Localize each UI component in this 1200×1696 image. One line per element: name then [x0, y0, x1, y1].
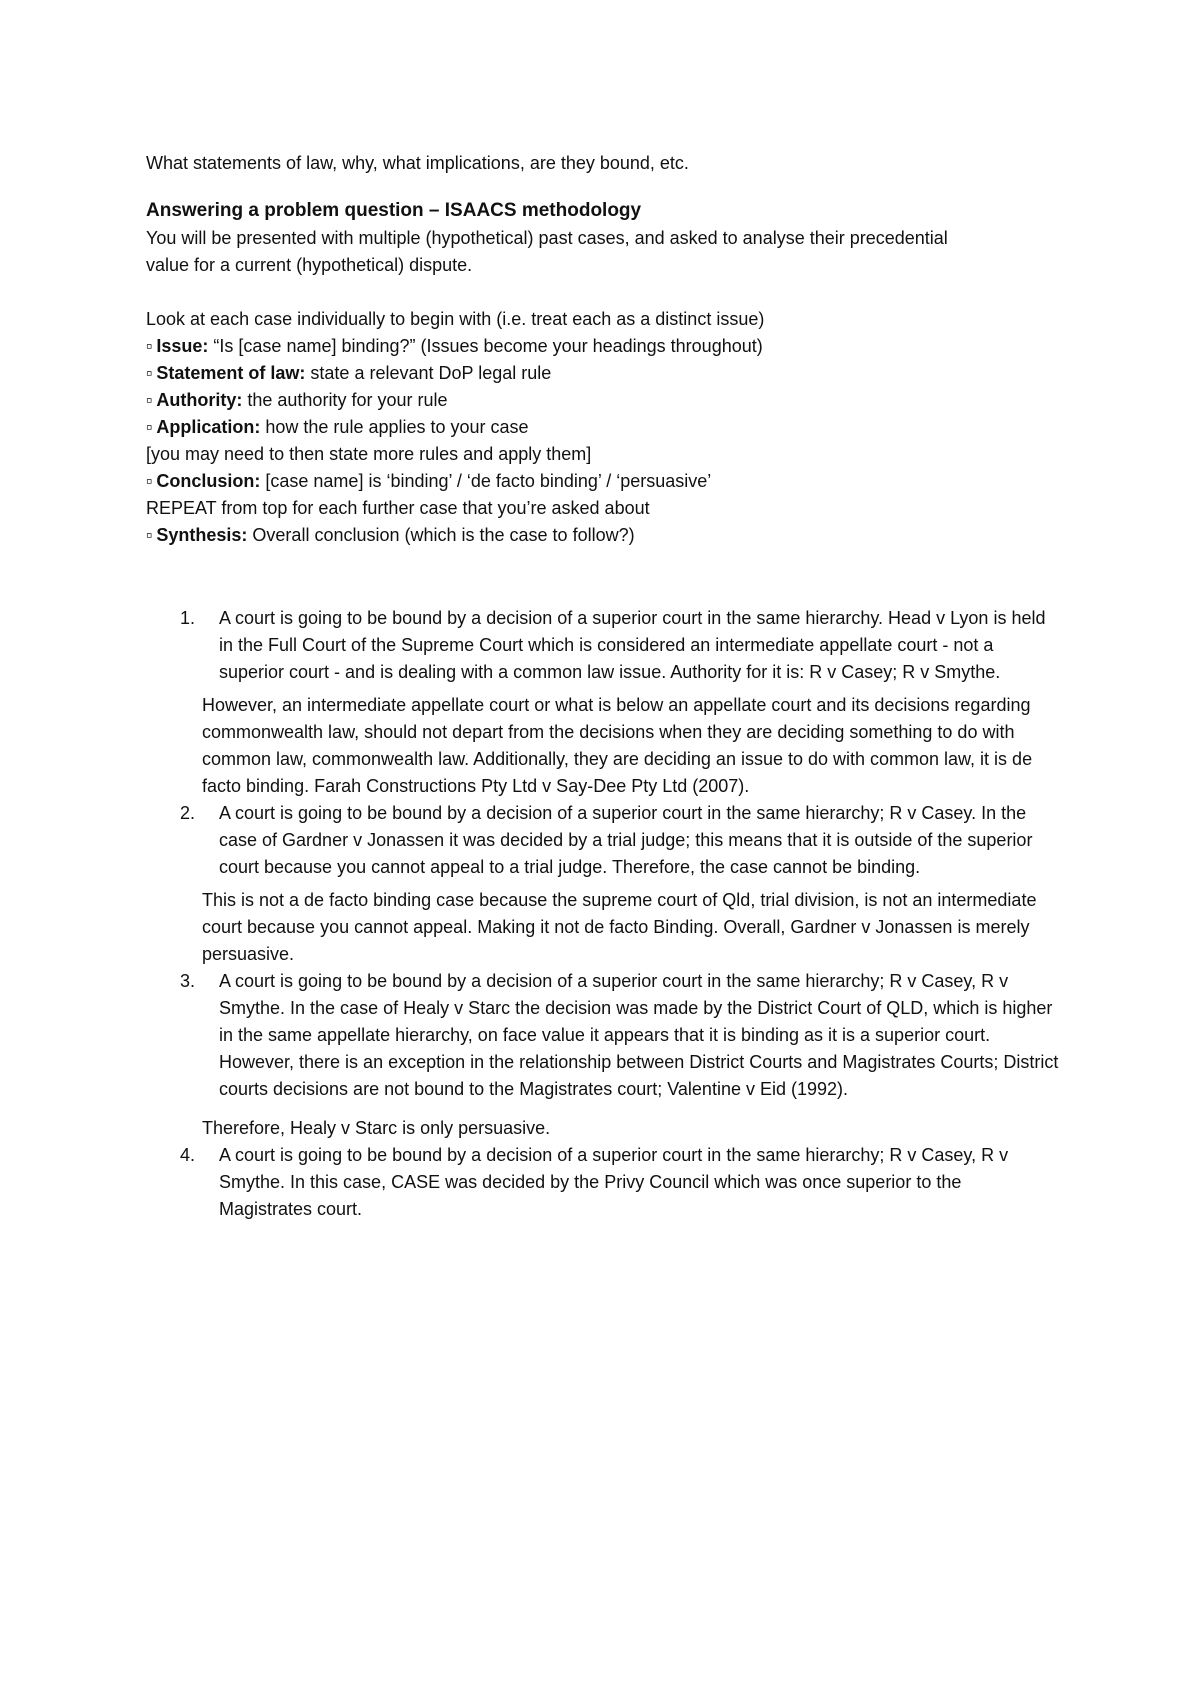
step-statement-of-law — [146, 360, 1100, 387]
list-number: 1. — [180, 608, 196, 628]
step-term: Authority: — [156, 390, 243, 410]
numbered-list — [146, 605, 1100, 1223]
step-conclusion — [146, 468, 1100, 495]
list-number: 3. — [180, 971, 196, 991]
list-item-followup: Therefore, Healy v Starc is only persuasive. — [202, 1118, 551, 1138]
step-authority — [146, 387, 1100, 414]
list-item-text: A court is going to be bound by a decision of a superior court in the same hierarchy. Head v Lyon is held in the Full Court of the Supreme Court which is considered an intermediate appellate court - not a superior court - and is dealing with a common law issue. Authority for it is: R v Casey; R v Smythe. — [219, 608, 1046, 682]
bullet-icon: ▫ — [146, 417, 153, 437]
repeat-line: REPEAT from top for each further case that you’re asked about — [146, 498, 650, 518]
step-text: Overall conclusion (which is the case to follow?) — [247, 525, 635, 545]
section-description: You will be presented with multiple (hypothetical) past cases, and asked to analyse their precedential value for a current (hypothetical) dispute. — [146, 228, 948, 275]
bullet-icon: ▫ — [146, 336, 153, 356]
step-synthesis — [146, 522, 1100, 549]
list-item-followup: However, an intermediate appellate court or what is below an appellate court and its decisions regarding commonwealth law, should not depart from the decisions when they are deciding something to do with common law, commonwealth law. Additionally, they are deciding an issue to do with common law, it is de facto binding. Farah Constructions Pty Ltd v Say-Dee Pty Ltd (2007). — [202, 695, 1033, 796]
list-item-text: A court is going to be bound by a decision of a superior court in the same hierarchy; R v Casey. In the case of Gardner v Jonassen it was decided by a trial judge; this means that it is outside of the superior court because you cannot appeal to a trial judge. Therefore, the case cannot be binding. — [219, 803, 1033, 877]
step-text: “Is [case name] binding?” (Issues become your headings throughout) — [208, 336, 763, 356]
list-item — [146, 800, 1059, 968]
list-item-text: A court is going to be bound by a decision of a superior court in the same hierarchy; R v Casey, R v Smythe. In this case, CASE was decided by the Privy Council which was once superior to the Magistrates court. — [219, 1145, 1009, 1219]
list-item-text: A court is going to be bound by a decision of a superior court in the same hierarchy; R v Casey, R v Smythe. In the case of Healy v Starc the decision was made by the District Court of QLD, which is higher in the same appellate hierarchy, on face value it appears that it is binding as it is a superior court. However, there is an exception in the relationship between District Courts and Magistrates Courts; District courts decisions are not bound to the Magistrates court; Valentine v Eid (1992). — [219, 971, 1059, 1099]
step-note: [you may need to then state more rules and apply them] — [146, 444, 592, 464]
step-term: Issue: — [156, 336, 209, 356]
list-number: 4. — [180, 1145, 196, 1165]
bullet-icon: ▫ — [146, 390, 153, 410]
look-line: Look at each case individually to begin with (i.e. treat each as a distinct issue) — [146, 309, 765, 329]
step-term: Conclusion: — [156, 471, 261, 491]
list-item — [146, 1142, 1049, 1223]
step-term: Synthesis: — [156, 525, 248, 545]
list-item-followup: This is not a de facto binding case because the supreme court of Qld, trial division, is not an intermediate court because you cannot appeal. Making it not de facto Binding. Overall, Gardner v Jonassen is merely persuasive. — [202, 890, 1037, 964]
step-text: the authority for your rule — [242, 390, 448, 410]
step-application — [146, 414, 1100, 441]
bullet-icon: ▫ — [146, 525, 153, 545]
step-text: how the rule applies to your case — [260, 417, 529, 437]
step-issue — [146, 333, 1100, 360]
bullet-icon: ▫ — [146, 471, 153, 491]
intro-line: What statements of law, why, what implications, are they bound, etc. — [146, 153, 689, 173]
step-term: Application: — [156, 417, 261, 437]
list-number: 2. — [180, 803, 196, 823]
list-item — [146, 968, 1059, 1142]
bullet-icon: ▫ — [146, 363, 153, 383]
list-item — [146, 605, 1059, 800]
section-heading: Answering a problem question – ISAACS methodology — [146, 200, 642, 221]
step-text: [case name] is ‘binding’ / ‘de facto binding’ / ‘persuasive’ — [260, 471, 712, 491]
step-text: state a relevant DoP legal rule — [305, 363, 552, 383]
step-term: Statement of law: — [156, 363, 306, 383]
blank-line — [146, 279, 1100, 306]
